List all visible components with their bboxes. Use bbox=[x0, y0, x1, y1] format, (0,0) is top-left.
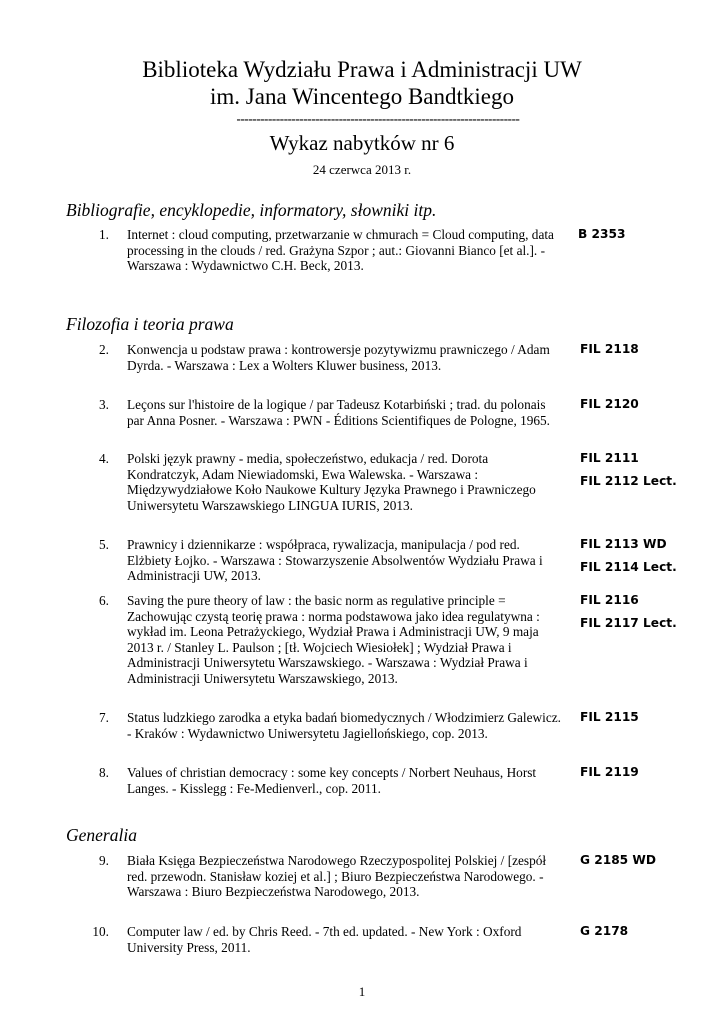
call-number-value: B 2353 bbox=[578, 227, 626, 241]
call-number-value: G 2178 bbox=[580, 924, 629, 938]
call-number-value: FIL 2111 bbox=[580, 451, 639, 465]
call-number-value: FIL 2116 bbox=[580, 593, 639, 607]
entry-number: 4. bbox=[99, 451, 109, 466]
entry-number: 2. bbox=[99, 342, 109, 357]
call-number-value: FIL 2115 bbox=[580, 710, 639, 724]
entry-number: 9. bbox=[99, 853, 109, 868]
section-title-bibliografie: Bibliografie, encyklopedie, informatory, słowniki itp. bbox=[66, 200, 437, 220]
entry-number: 5. bbox=[99, 537, 109, 552]
call-number bbox=[580, 451, 677, 489]
entry-description: Computer law / ed. by Chris Reed. - 7th ed. updated. - New York : Oxford University Press, 2011. bbox=[127, 924, 522, 955]
call-number bbox=[580, 924, 628, 940]
entry-description: Saving the pure theory of law : the basic norm as regulative principle = Zachowując czystą teorię prawa : norma podstawowa jako idea regulatywna : wykład im. Leona Petrażyckiego, Wydział Prawa i Administracji UW, 9 maja 2013 r. / Stanley L. Paulson ; [tł. Wojciech Wiesiołek] ; Wydział Prawa i Administracji Uniwersytetu Warszawskiego. - Warszawa : Wydział Prawa i Administracji Uniwersytetu Warszawskiego, 2013. bbox=[127, 593, 540, 686]
entry-description: Biała Księga Bezpieczeństwa Narodowego Rzeczypospolitej Polskiej / [zespół red. przewodn. Stanisław koziej et al.] ; Biuro Bezpieczeństwa Narodowego. - Warszawa : Biuro Bezpieczeństwa Narodowego, 2013. bbox=[127, 853, 547, 900]
section-title-generalia: Generalia bbox=[66, 825, 137, 845]
call-number-value: FIL 2117 Lect. bbox=[580, 615, 677, 630]
library-name: Biblioteka Wydziału Prawa i Administracji UW bbox=[142, 57, 582, 82]
call-number bbox=[580, 710, 639, 726]
call-number bbox=[580, 537, 677, 575]
entry-number: 8. bbox=[99, 765, 109, 780]
call-number-value: FIL 2112 Lect. bbox=[580, 473, 677, 488]
entry-description: Prawnicy i dziennikarze : współpraca, rywalizacja, manipulacja / pod red. Elżbiety Łojko. - Warszawa : Stowarzyszenie Absolwentów Wydziału Prawa i Administracji UW, 2013. bbox=[127, 537, 543, 584]
call-number bbox=[580, 853, 656, 869]
call-number bbox=[580, 593, 677, 631]
page-number: 1 bbox=[358, 984, 366, 999]
separator-line: ------------------------------------------------------------------------ bbox=[236, 111, 520, 126]
entry-description: Polski język prawny - media, społeczeństwo, edukacja / red. Dorota Kondratczyk, Adam Niewiadomski, Ewa Walewska. - Warszawa : Międzywydziałowe Koło Naukowe Kultury Języka Prawnego i Prawniczego Uniwersytetu Warszawskiego LINGUA IURIS, 2013. bbox=[127, 451, 536, 513]
entry-description: Status ludzkiego zarodka a etyka badań biomedycznych / Włodzimierz Galewicz. - Kraków : Wydawnictwo Uniwersytetu Jagiellońskiego, cop. 2013. bbox=[127, 710, 561, 741]
entry-number: 7. bbox=[99, 710, 109, 725]
list-title: Wykaz nabytków nr 6 bbox=[269, 131, 455, 155]
call-number-value: FIL 2120 bbox=[580, 397, 639, 411]
entry-description: Konwencja u podstaw prawa : kontrowersje pozytywizmu prawniczego / Adam Dyrda. - Warszawa : Lex a Wolters Kluwer business, 2013. bbox=[127, 342, 550, 373]
call-number-value: FIL 2118 bbox=[580, 342, 639, 356]
call-number bbox=[580, 765, 639, 781]
call-number bbox=[580, 397, 639, 413]
call-number-value: G 2185 WD bbox=[580, 853, 656, 867]
entry-number: 10. bbox=[92, 924, 109, 939]
call-number bbox=[578, 227, 625, 243]
call-number-value: FIL 2119 bbox=[580, 765, 639, 779]
entry-description: Values of christian democracy : some key concepts / Norbert Neuhaus, Horst Langes. - Kisslegg : Fe-Medienverl., cop. 2011. bbox=[127, 765, 537, 796]
library-patron: im. Jana Wincentego Bandtkiego bbox=[210, 84, 514, 109]
entry-number: 1. bbox=[99, 227, 109, 242]
entry-description: Internet : cloud computing, przetwarzanie w chmurach = Cloud computing, data processing in the clouds / red. Grażyna Szpor ; aut.: Giovanni Bianco [et al.]. - Warszawa : Wydawnictwo C.H. Beck, 2013. bbox=[127, 227, 554, 274]
list-date: 24 czerwca 2013 r. bbox=[312, 162, 412, 177]
entry-number: 6. bbox=[99, 593, 109, 608]
call-number-value: FIL 2114 Lect. bbox=[580, 559, 677, 574]
section-title-filozofia: Filozofia i teoria prawa bbox=[66, 314, 234, 334]
entry-description: Leçons sur l'histoire de la logique / par Tadeusz Kotarbiński ; trad. du polonais par Anna Posner. - Warszawa : PWN - Éditions Scientifiques de Pologne, 1965. bbox=[127, 397, 551, 428]
call-number-value: FIL 2113 WD bbox=[580, 537, 667, 551]
call-number bbox=[580, 342, 639, 358]
entry-number: 3. bbox=[99, 397, 109, 412]
